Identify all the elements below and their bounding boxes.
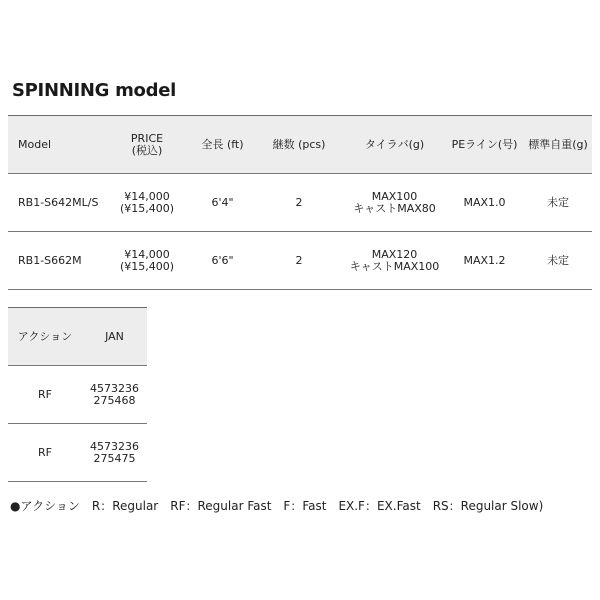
header-pe-line: PEライン(号) xyxy=(445,116,524,174)
header-length: 全長 (ft) xyxy=(191,116,254,174)
cell-weight: 未定 xyxy=(547,253,569,267)
cell-tairaba-max: MAX100 xyxy=(371,189,418,203)
spec-table xyxy=(8,115,592,290)
header-price-label: PRICE xyxy=(130,131,164,145)
cell-length: 6'4" xyxy=(211,195,234,209)
spec-header-row xyxy=(8,116,592,174)
header-price xyxy=(103,116,191,174)
cell-pieces: 2 xyxy=(295,195,303,209)
cell-jan xyxy=(82,424,147,482)
cell-tairaba-max: MAX120 xyxy=(371,247,418,261)
cell-jan-part2: 275475 xyxy=(93,451,136,465)
cell-price xyxy=(103,232,191,290)
cell-model: RB1-S642ML/S xyxy=(18,195,99,209)
cell-jan xyxy=(82,366,147,424)
cell-jan-part1: 4573236 xyxy=(90,439,139,453)
cell-price-base: ¥14,000 xyxy=(124,247,170,261)
cell-pe-line: MAX1.2 xyxy=(463,253,506,267)
cell-jan-part1: 4573236 xyxy=(90,381,139,395)
header-action: アクション xyxy=(8,308,82,366)
section-title: SPINNING model xyxy=(12,80,176,101)
cell-tairaba xyxy=(344,232,445,290)
cell-tairaba xyxy=(344,174,445,232)
table-row xyxy=(8,232,592,290)
cell-action: RF xyxy=(38,445,52,459)
header-weight: 標準自重(g) xyxy=(524,116,592,174)
header-price-tax: (税込) xyxy=(131,143,163,157)
cell-price-tax: (¥15,400) xyxy=(119,201,175,215)
cell-model: RB1-S662M xyxy=(18,253,82,267)
table-row xyxy=(8,424,147,482)
action-header-row xyxy=(8,308,147,366)
header-model: Model xyxy=(8,116,103,174)
cell-action: RF xyxy=(38,387,52,401)
table-row xyxy=(8,366,147,424)
header-jan: JAN xyxy=(82,308,147,366)
action-legend: ●アクション R：Regular RF：Regular Fast F：Fast EX.F：EX.Fast RS：Regular Slow) xyxy=(10,499,544,513)
cell-price-base: ¥14,000 xyxy=(124,189,170,203)
cell-jan-part2: 275468 xyxy=(93,393,136,407)
header-pieces: 継数 (pcs) xyxy=(254,116,344,174)
cell-length: 6'6" xyxy=(211,253,234,267)
cell-weight: 未定 xyxy=(547,195,569,209)
cell-price-tax: (¥15,400) xyxy=(119,259,175,273)
cell-pe-line: MAX1.0 xyxy=(463,195,506,209)
cell-price xyxy=(103,174,191,232)
cell-pieces: 2 xyxy=(295,253,303,267)
header-tairaba: タイラバ(g) xyxy=(344,116,445,174)
cell-tairaba-cast: キャストMAX80 xyxy=(353,201,436,215)
cell-tairaba-cast: キャストMAX100 xyxy=(349,259,440,273)
table-row xyxy=(8,174,592,232)
action-jan-table xyxy=(8,307,147,482)
